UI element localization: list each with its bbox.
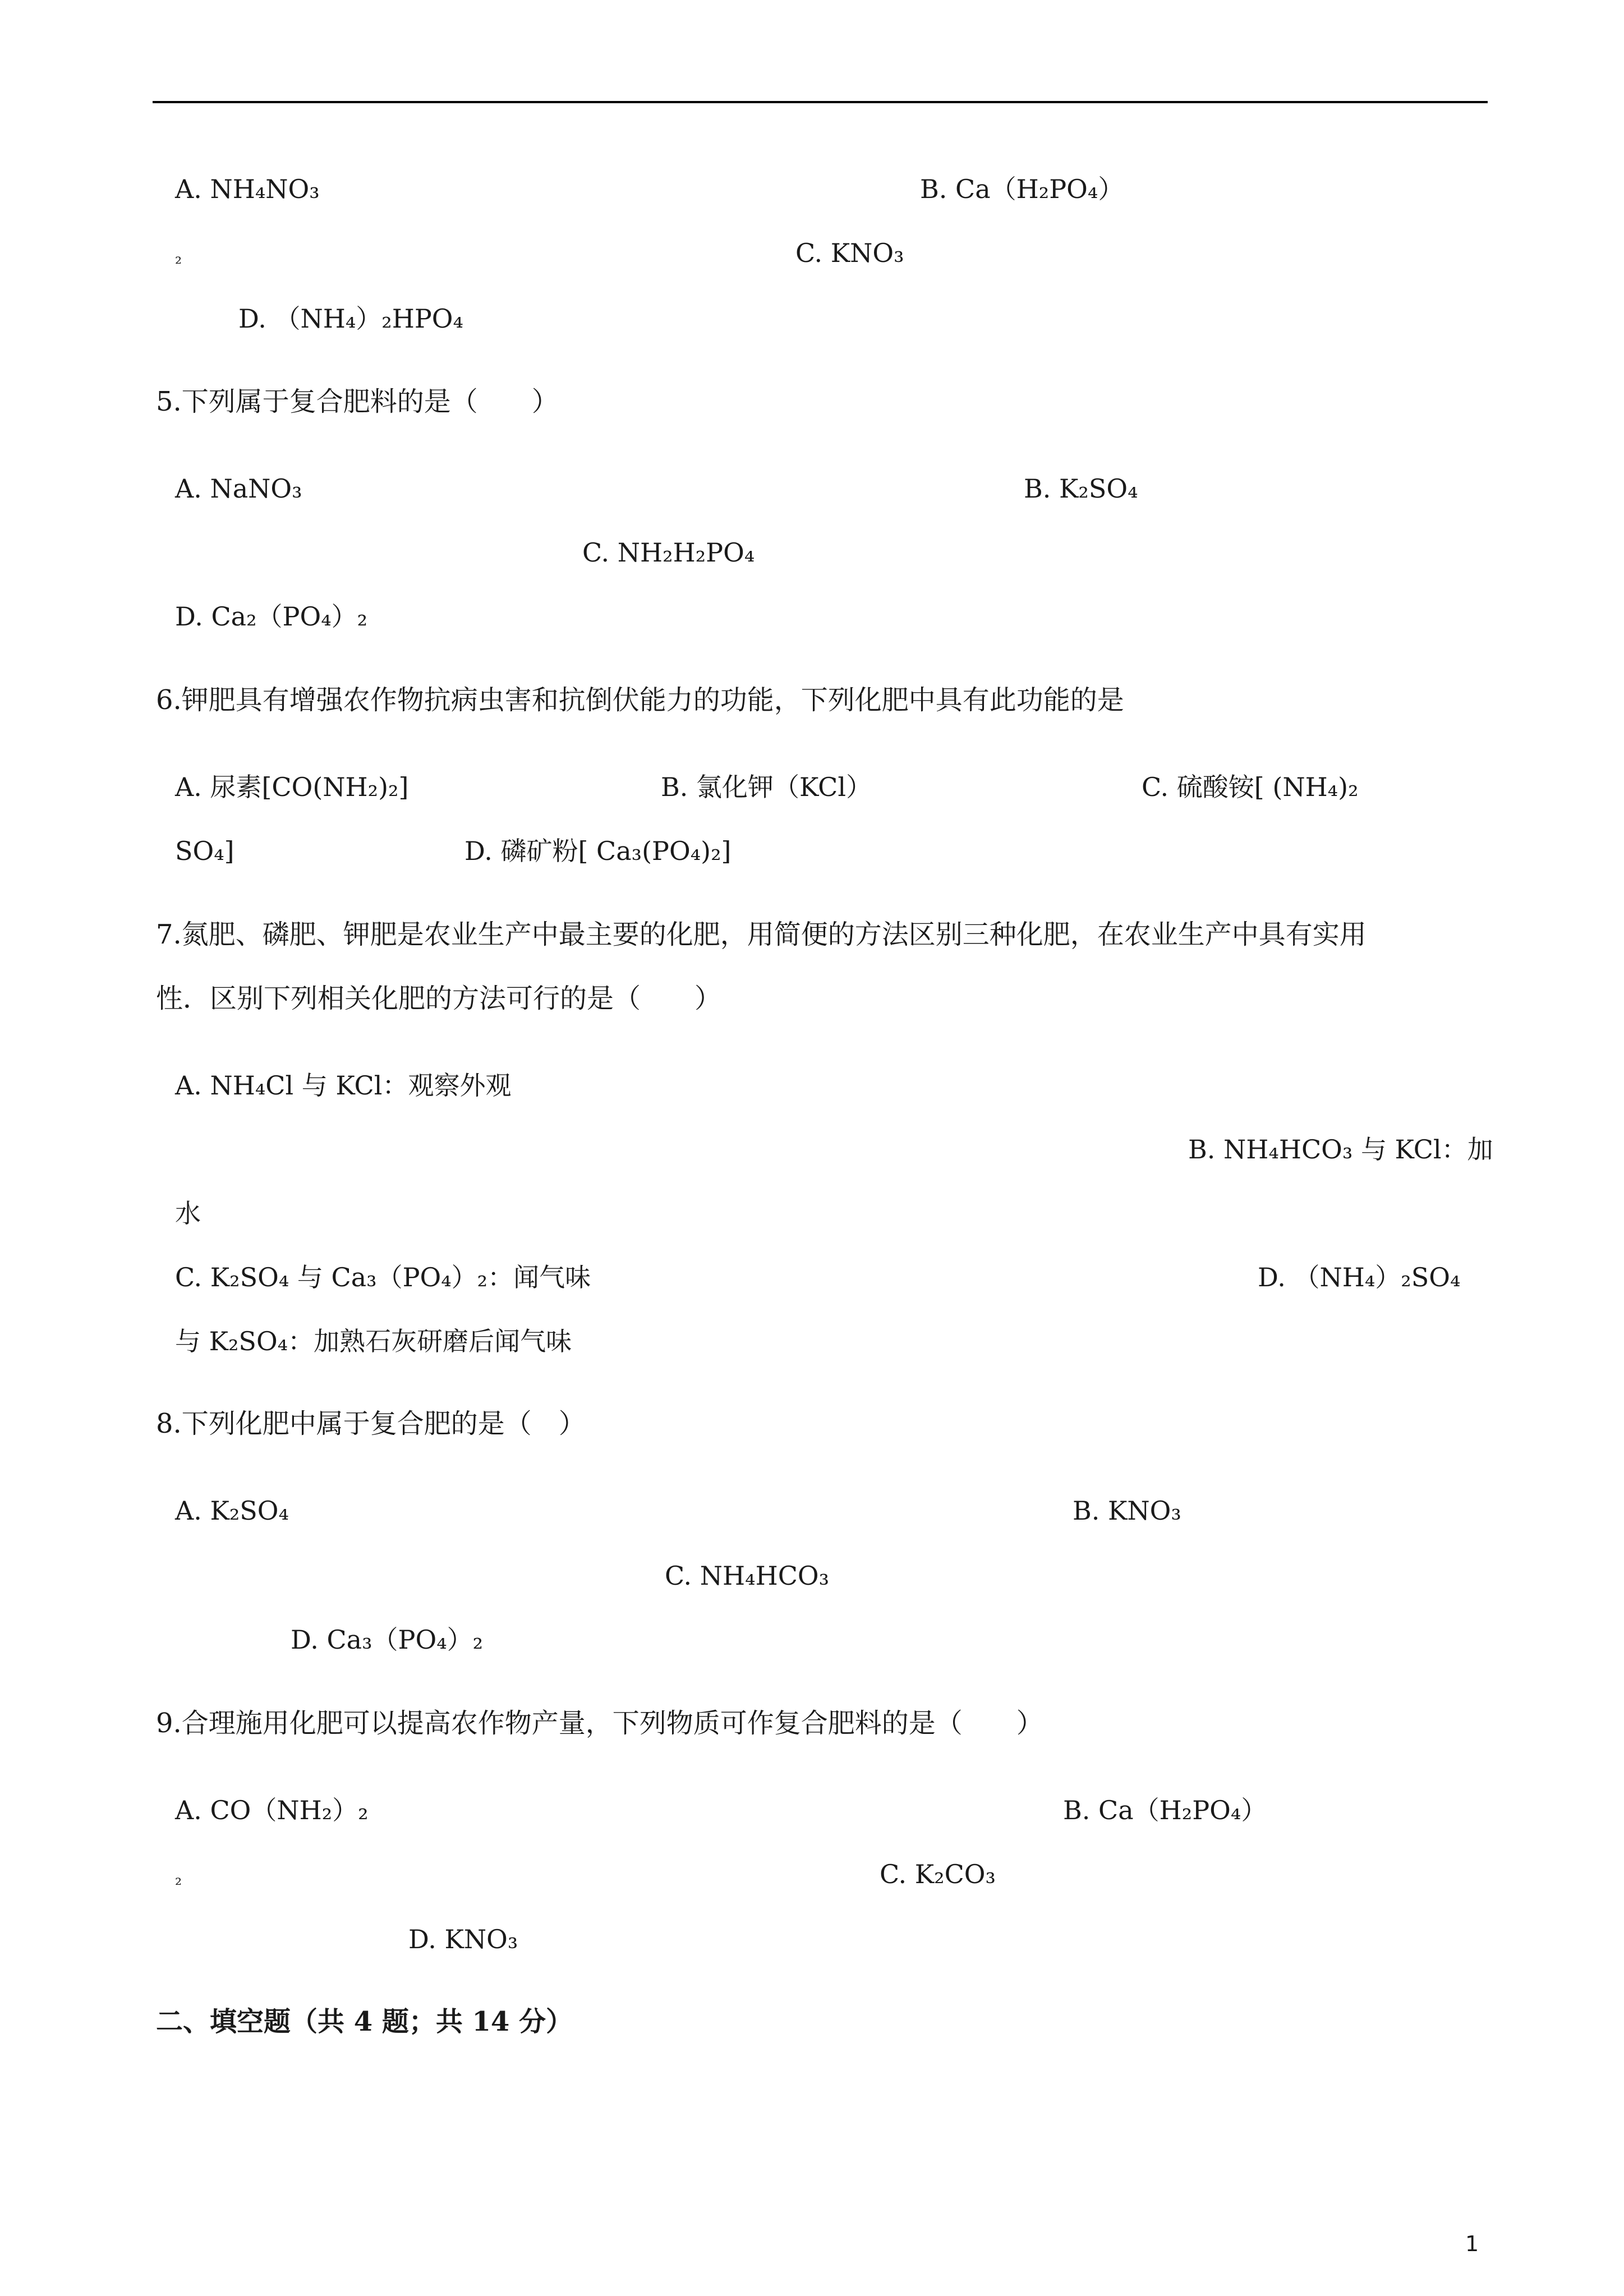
q8-stem: 8.下列化肥中属于复合肥的是（ ） [156, 1408, 586, 1439]
q6-option-c-tail: SO₄] [175, 836, 234, 866]
q6-stem: 6.钾肥具有增强农作物抗病虫害和抗倒伏能力的功能，下列化肥中具有此功能的是 [156, 684, 1124, 716]
q5-option-b: B. K₂SO₄ [1024, 473, 1138, 504]
q9-option-b: B. Ca（H₂PO₄） [1063, 1795, 1267, 1825]
q8-option-a: A. K₂SO₄ [175, 1496, 289, 1526]
q7-option-b-tail: 水 [175, 1198, 201, 1228]
q5-option-a: A. NaNO₃ [175, 473, 302, 504]
q6-option-d: D. 磷矿粉[ Ca₃(PO₄)₂] [464, 836, 732, 866]
q9-stem: 9.合理施用化肥可以提高农作物产量，下列物质可作复合肥料的是（ ） [156, 1708, 1043, 1739]
q7-option-d: D. （NH₄）₂SO₄ [1258, 1262, 1461, 1292]
q9-option-a: A. CO（NH₂）₂ [175, 1795, 369, 1825]
q5-option-c: C. NH₂H₂PO₄ [582, 537, 755, 568]
q7-stem-line1: 7.氮肥、磷肥、钾肥是农业生产中最主要的化肥，用简便的方法区别三种化肥，在农业生产中具有实用 [156, 919, 1367, 950]
q4-option-d: D. （NH₄）₂HPO₄ [238, 303, 463, 334]
q9-option-b-tail: ₂ [175, 1870, 182, 1889]
page-number: 1 [1465, 2231, 1479, 2256]
q6-option-a: A. 尿素[CO(NH₂)₂] [175, 772, 409, 802]
q7-option-c: C. K₂SO₄ 与 Ca₃（PO₄）₂：闻气味 [175, 1262, 591, 1292]
q8-option-c: C. NH₄HCO₃ [665, 1561, 830, 1591]
q7-option-d-tail: 与 K₂SO₄：加熟石灰研磨后闻气味 [175, 1326, 572, 1356]
q5-stem: 5.下列属于复合肥料的是（ ） [156, 386, 559, 417]
q7-option-b: B. NH₄HCO₃ 与 KCl：加 [1188, 1134, 1493, 1165]
q7-option-a: A. NH₄Cl 与 KCl：观察外观 [175, 1070, 512, 1101]
q4-option-b-tail: ₂ [175, 249, 182, 268]
q4-option-b: B. Ca（H₂PO₄） [920, 174, 1124, 204]
q9-option-c: C. K₂CO₃ [880, 1859, 996, 1889]
section-heading: 二、填空题（共 4 题；共 14 分） [156, 2006, 573, 2037]
q4-option-a: A. NH₄NO₃ [175, 174, 320, 204]
q7-stem-line2: 性．区别下列相关化肥的方法可行的是（ ） [156, 983, 722, 1014]
q6-option-b: B. 氯化钾（KCl） [661, 772, 872, 802]
q8-option-d: D. Ca₃（PO₄）₂ [291, 1625, 484, 1655]
q9-option-d: D. KNO₃ [408, 1924, 518, 1954]
q8-option-b: B. KNO₃ [1073, 1496, 1181, 1526]
header-rule [153, 101, 1488, 103]
q4-option-c: C. KNO₃ [795, 238, 904, 268]
q6-option-c: C. 硫酸铵[ (NH₄)₂ [1142, 772, 1359, 802]
q5-option-d: D. Ca₂（PO₄）₂ [175, 601, 368, 632]
